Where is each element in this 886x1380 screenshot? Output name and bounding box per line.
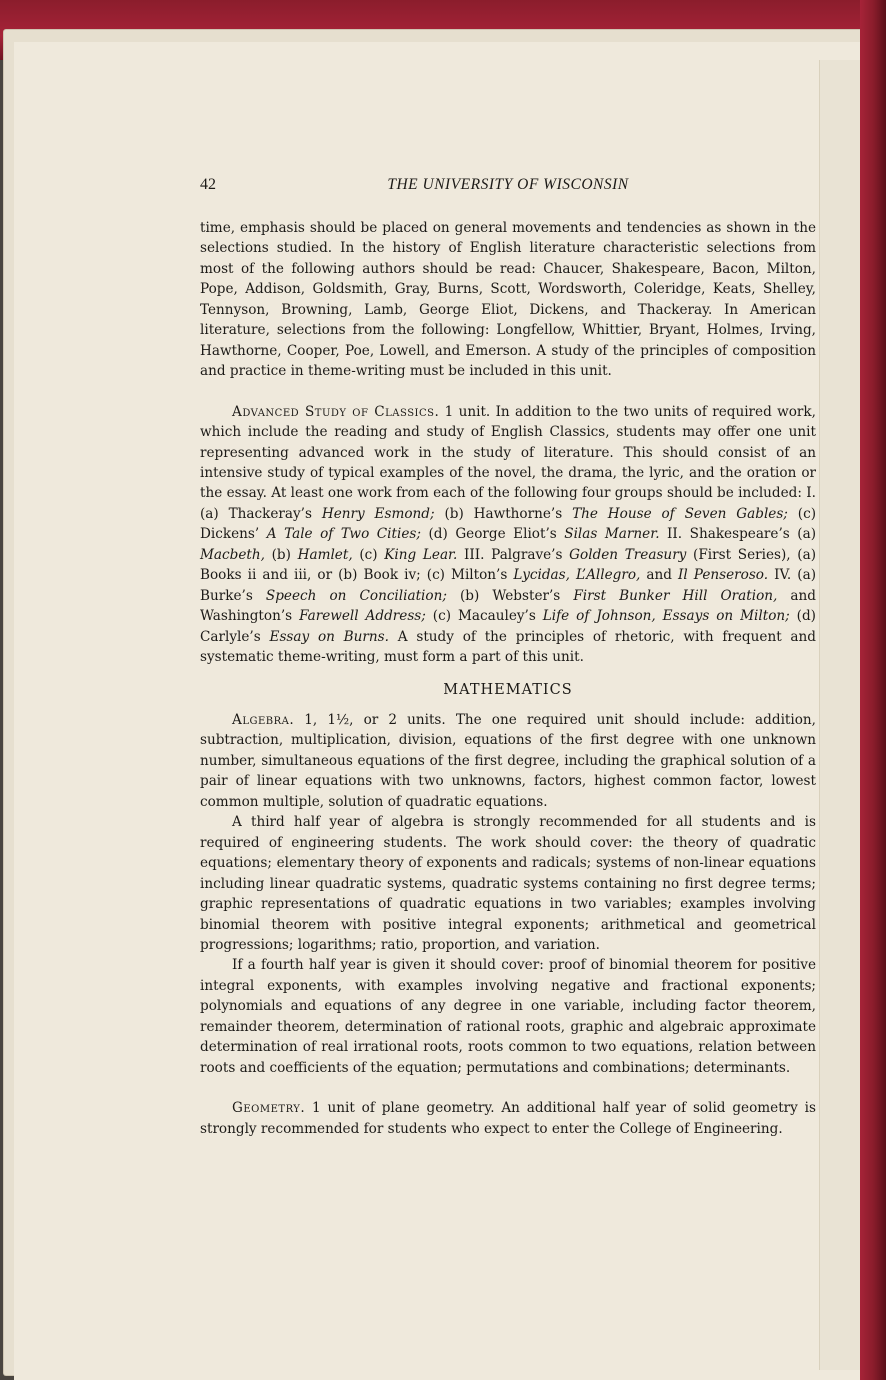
- work-title: Farewell Address;: [299, 608, 426, 625]
- work-title: First Bunker Hill Oration,: [573, 587, 778, 604]
- work-title: A Tale of Two Cities;: [266, 526, 421, 543]
- page-body: [200, 218, 816, 1139]
- text-run: (b) Webster’s: [446, 587, 574, 604]
- work-title: Henry Esmond;: [321, 505, 435, 522]
- text-run: (b) Hawthorne’s: [434, 505, 573, 522]
- paragraph-geometry: [200, 1098, 816, 1139]
- paragraph-algebra-fourth-half: If a fourth half year is given it should cover: proof of binomial theorem for positive integral exponents, with examples involving negative and fractional exponents; polynomials and equations of any degree in one variable, including factor theorem, remainder theorem, determination of rational roots, graphic and algebraic approximate determination of real irrational roots, roots common to two equations, relation between roots and coefficients of the equation; permutations and combinations; determinants.: [200, 957, 816, 1076]
- text-run: III. Palgrave’s: [457, 546, 570, 563]
- text-run: IV. (a) Burke’s: [200, 567, 816, 604]
- paragraph-advanced-classics: [200, 402, 816, 668]
- text-run: 1 unit. In addition to the two units of required work, which include the reading and study of English Classics, students may offer one unit representing advanced work in the study of literature. This should consist of an intensive study of typical examples of the novel, the drama, the lyric, and the oration or the essay. At least one work from each of the following four groups should be included: I. (a) Thackeray’s: [200, 403, 816, 522]
- text-run: (c): [352, 546, 385, 563]
- paragraph-algebra-third-half: A third half year of algebra is strongly recommended for all students and is required of engineering students. The work should cover: the theory of quadratic equations; elementary theory of exponents and radicals; systems of non-linear equations including linear quadratic systems, quadratic systems containing no first degree terms; graphic representations of quadratic equations in two variables; examples involving binomial theorem with positive integral exponents; arithmetical and geometrical progressions; logarithms; ratio, proportion, and variation.: [200, 814, 816, 953]
- text-run: (First Series), (a) Books ii and iii, or (b) Book iv; (c) Milton’s: [200, 546, 816, 584]
- work-title: The House of Seven Gables;: [572, 505, 788, 522]
- work-title: Lycidas, L’Allegro,: [513, 567, 641, 584]
- text-run: II. Shakespeare’s (a): [659, 526, 817, 543]
- text-run: (d) George Eliot’s: [420, 526, 565, 543]
- page-number: 42: [200, 176, 216, 193]
- section-run-in-head: Algebra.: [232, 711, 295, 728]
- paragraph-english-history: time, emphasis should be placed on general movements and tendencies as shown in the selections studied. In the history of English literature characteristic selections from most of the following authors should be read: Chaucer, Shakespeare, Bacon, Milton, Pope, Addison, Goldsmith, Gray, Burns, Scott, Wordsworth, Coleridge, Keats, Shelley, Tennyson, Browning, Lamb, George Eliot, Dickens, and Thackeray. In American literature, selections from the following: Longfellow, Whittier, Bryant, Holmes, Irving, Hawthorne, Cooper, Poe, Lowell, and Emerson. A study of the principles of composition and practice in theme-writing must be included in this unit.: [200, 220, 816, 380]
- work-title: Hamlet,: [297, 546, 353, 563]
- text-run: A study of the principles of rhetoric, with frequent and systematic theme-writing, must form a part of this unit.: [200, 628, 816, 666]
- running-head: [196, 176, 820, 198]
- work-title: Golden Treasury: [569, 546, 687, 563]
- text-run: (d) Carlyle’s: [200, 608, 816, 645]
- work-title: Macbeth,: [200, 546, 265, 563]
- text-run: and Washington’s: [200, 587, 816, 625]
- work-title: Il Penseroso.: [678, 567, 769, 584]
- text-run: (c) Dickens’: [200, 505, 816, 543]
- work-title: Speech on Conciliation;: [265, 587, 447, 604]
- work-title: Silas Marner.: [564, 526, 660, 543]
- work-title: Essay on Burns.: [269, 628, 389, 645]
- text-run: 1 unit of plane geometry. An additional half year of solid geometry is strongly recommended for students who expect to enter the College of Engineering.: [200, 1100, 816, 1137]
- text-run: 1, 1½, or 2 units. The one required unit should include: addition, subtraction, multiplication, division, equations of the first degree with one unknown number, simultaneous equations of the first degree, including the graphical solution of a pair of linear equations with two unknowns, factors, highest common factor, lowest common multiple, solution of quadratic equations.: [200, 711, 816, 810]
- text-run: (b): [264, 546, 298, 563]
- book-cover-right-edge: [860, 0, 886, 1380]
- section-heading-mathematics: MATHEMATICS: [443, 681, 573, 698]
- section-run-in-head: Advanced Study of Classics.: [232, 403, 440, 420]
- paragraph-algebra: [200, 710, 816, 812]
- text-run: (c) Macauley’s: [425, 608, 543, 625]
- work-title: Life of Johnson, Essays on Milton;: [542, 608, 790, 625]
- facing-page-edge: [819, 60, 862, 1370]
- work-title: King Lear.: [384, 546, 458, 563]
- running-title: THE UNIVERSITY OF WISCONSIN: [387, 176, 629, 193]
- section-run-in-head: Geometry.: [232, 1100, 306, 1117]
- text-run: and: [640, 567, 679, 584]
